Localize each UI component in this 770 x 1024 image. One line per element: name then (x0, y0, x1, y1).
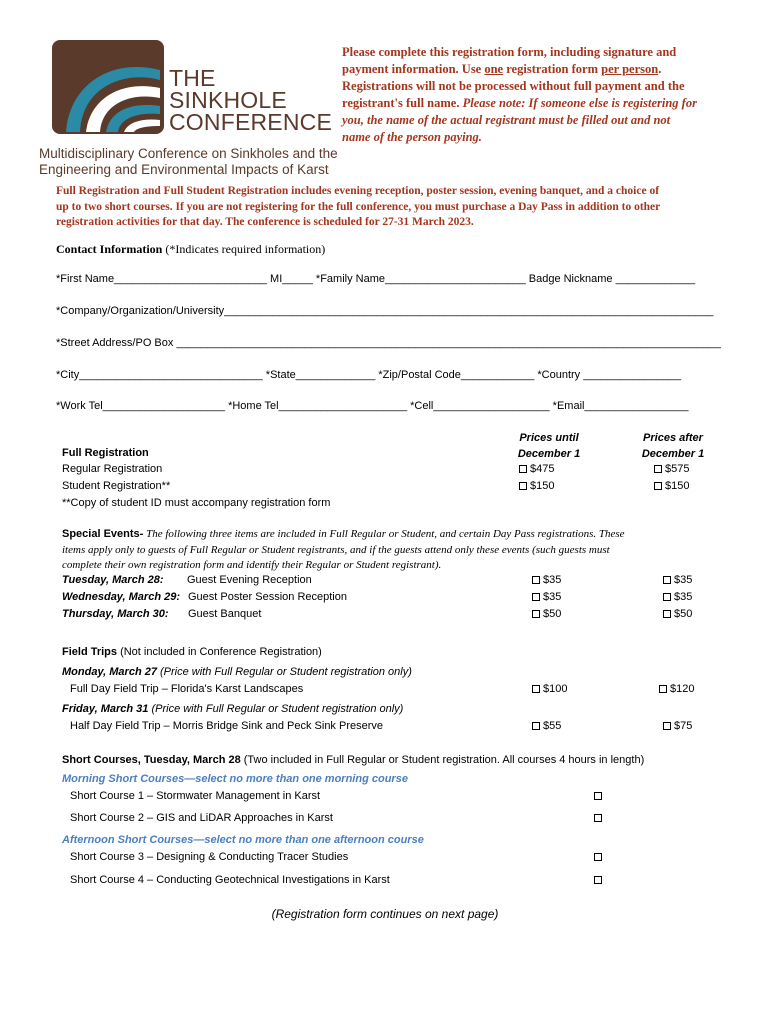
course-1-checkbox-icon[interactable] (594, 792, 602, 800)
event-day: Tuesday, March 28: (62, 574, 164, 586)
event-late-option[interactable] (663, 608, 692, 620)
notice-italic: Please note: If someone else is registering for (462, 96, 697, 110)
sinkhole-logo-icon (52, 40, 164, 134)
price-value: $475 (530, 463, 555, 475)
trip1-day: Monday, March 27 (62, 666, 157, 678)
name-fields-row[interactable]: *First Name_________________________ MI_____ *Family Name_______________________ Badge Nickname _____________ (56, 273, 696, 285)
student-registration-label: Student Registration** (62, 480, 171, 492)
company-field-row[interactable]: *Company/Organization/University________________________________________________________________________________ (56, 305, 714, 317)
short-courses-heading: Short Courses, Tuesday, March 28 (62, 754, 241, 766)
special-events-line-1 (62, 527, 625, 543)
continued-note: (Registration form continues on next page) (271, 907, 499, 921)
field-trips-heading: Field Trips (62, 646, 118, 658)
regular-early-option[interactable] (519, 463, 554, 475)
checkbox-icon[interactable] (532, 722, 540, 730)
intro-line-3: registration activities for that day. The conference is scheduled for 27-31 March 2023. (56, 216, 474, 228)
special-events-heading: Special Events- (62, 528, 144, 540)
trip1-late-option[interactable] (659, 683, 694, 695)
checkbox-icon[interactable] (532, 685, 540, 693)
trip1-note: (Price with Full Regular or Student registration only) (156, 666, 412, 678)
regular-registration-label: Regular Registration (62, 463, 163, 475)
price-value: $35 (543, 574, 562, 586)
notice-line-3: Registrations will not be processed without full payment and the (342, 79, 685, 93)
event-name: Guest Evening Reception (187, 574, 312, 586)
phone-email-row[interactable]: *Work Tel____________________ *Home Tel_____________________ *Cell___________________ *Email_________________ (56, 400, 689, 412)
price-value: $50 (543, 608, 562, 620)
price-value: $575 (665, 463, 690, 475)
price-header-early (494, 430, 604, 462)
student-id-note: **Copy of student ID must accompany registration form (62, 497, 331, 509)
course-4-label: Short Course 4 – Conducting Geotechnical Investigations in Karst (70, 874, 390, 886)
course-2-checkbox-icon[interactable] (594, 814, 602, 822)
registration-notice (342, 44, 697, 146)
student-late-option[interactable] (654, 480, 689, 492)
special-events-line-2: items apply only to guests of Full Regular or Student registrants, and if the guests attend only these events (such guests must (62, 543, 610, 556)
price-value: $35 (674, 574, 693, 586)
checkbox-icon[interactable] (519, 482, 527, 490)
logo-line-2: SINKHOLE (169, 87, 287, 113)
event-late-option[interactable] (663, 574, 692, 586)
regular-late-option[interactable] (654, 463, 689, 475)
event-name: Guest Banquet (188, 608, 262, 620)
trip1-early-option[interactable] (532, 683, 567, 695)
notice-text: registration form (503, 62, 602, 76)
trip2-note: (Price with Full Regular or Student registration only) (148, 703, 404, 715)
conference-logo (39, 40, 338, 180)
checkbox-icon[interactable] (532, 576, 540, 584)
trip2-heading-row (62, 703, 403, 715)
intro-paragraph (56, 184, 660, 231)
intro-line-1: Full Registration and Full Student Registration includes evening reception, poster session, evening banquet, and a choice of (56, 185, 660, 197)
notice-emphasis: one (484, 62, 504, 76)
notice-text: registrant's full name. (342, 96, 463, 110)
course-3-label: Short Course 3 – Designing & Conducting Tracer Studies (70, 851, 349, 863)
price-value: $100 (543, 683, 568, 695)
price-value: $55 (543, 720, 562, 732)
checkbox-icon[interactable] (663, 722, 671, 730)
full-registration-heading: Full Registration (62, 447, 149, 459)
trip2-day: Friday, March 31 (62, 703, 149, 715)
event-day: Wednesday, March 29: (62, 591, 180, 603)
checkbox-icon[interactable] (519, 465, 527, 473)
contact-note: (*Indicates required information) (162, 242, 326, 256)
trip2-late-option[interactable] (663, 720, 692, 732)
notice-line-5: you, the name of the actual registrant must be filled out and not (342, 113, 671, 127)
price-header-late-line1: Prices after (643, 432, 703, 444)
course-2-label: Short Course 2 – GIS and LiDAR Approaches in Karst (70, 812, 333, 824)
notice-line-2 (342, 61, 697, 78)
short-courses-heading-row (62, 754, 644, 766)
price-value: $150 (665, 480, 690, 492)
checkbox-icon[interactable] (654, 465, 662, 473)
checkbox-icon[interactable] (663, 593, 671, 601)
afternoon-courses-heading: Afternoon Short Courses—select no more than one afternoon course (62, 834, 424, 846)
checkbox-icon[interactable] (532, 593, 540, 601)
price-value: $35 (543, 591, 562, 603)
special-events-description (62, 527, 625, 574)
notice-text: payment information. Use (342, 62, 485, 76)
event-early-option[interactable] (532, 608, 561, 620)
morning-courses-heading: Morning Short Courses—select no more than one morning course (62, 773, 408, 785)
course-4-checkbox-icon[interactable] (594, 876, 602, 884)
checkbox-icon[interactable] (532, 610, 540, 618)
logo-line-3: CONFERENCE (169, 109, 333, 135)
checkbox-icon[interactable] (654, 482, 662, 490)
event-day: Thursday, March 30: (62, 608, 169, 620)
contact-heading-row (56, 242, 325, 257)
notice-line-4 (342, 95, 697, 112)
price-header-late-line2: December 1 (641, 448, 705, 460)
price-value: $120 (670, 683, 695, 695)
trip1-heading-row (62, 666, 412, 678)
contact-heading: Contact Information (56, 242, 163, 256)
notice-text: . (658, 62, 662, 76)
notice-emphasis: per person (601, 62, 659, 76)
price-header-late (618, 430, 728, 462)
price-header-early-line2: December 1 (517, 448, 581, 460)
short-courses-note: (Two included in Full Regular or Student registration. All courses 4 hours in length) (240, 754, 645, 766)
checkbox-icon[interactable] (663, 610, 671, 618)
event-early-option[interactable] (532, 591, 561, 603)
student-early-option[interactable] (519, 480, 554, 492)
event-late-option[interactable] (663, 591, 692, 603)
trip1-name: Full Day Field Trip – Florida's Karst Landscapes (70, 683, 304, 695)
trip2-early-option[interactable] (532, 720, 561, 732)
field-trips-note: (Not included in Conference Registration) (117, 646, 322, 658)
logo-line-1: THE (169, 65, 216, 91)
logo-subtitle-1: Multidisciplinary Conference on Sinkholes and the (39, 146, 338, 161)
address-field-row[interactable]: *Street Address/PO Box _________________________________________________________________________________________ (56, 337, 721, 349)
trip2-name: Half Day Field Trip – Morris Bridge Sink and Peck Sink Preserve (70, 720, 384, 732)
checkbox-icon[interactable] (663, 576, 671, 584)
field-trips-heading-row (62, 646, 322, 658)
price-value: $150 (530, 480, 555, 492)
city-fields-row[interactable]: *City______________________________ *State_____________ *Zip/Postal Code____________ *Country ________________ (56, 369, 682, 381)
notice-line-6: name of the person paying. (342, 130, 482, 144)
course-3-checkbox-icon[interactable] (594, 853, 602, 861)
course-1-label: Short Course 1 – Stormwater Management in Karst (70, 790, 321, 802)
event-name: Guest Poster Session Reception (188, 591, 347, 603)
special-events-text: The following three items are included in Full Regular or Student, and certain Day Pass registrations. These (143, 528, 625, 540)
intro-line-2: up to two short courses. If you are not registering for the full conference, you must purchase a Day Pass in addition to other (56, 200, 661, 213)
event-early-option[interactable] (532, 574, 561, 586)
price-header-early-line1: Prices until (519, 432, 579, 444)
price-value: $75 (674, 720, 693, 732)
special-events-line-3: complete their own registration form and identify their Regular or Student registrant). (62, 559, 442, 571)
logo-subtitle-2: Engineering and Environmental Impacts of Karst (39, 162, 329, 177)
notice-line-1: Please complete this registration form, including signature and (342, 45, 677, 59)
checkbox-icon[interactable] (659, 685, 667, 693)
price-value: $50 (674, 608, 693, 620)
price-value: $35 (674, 591, 693, 603)
